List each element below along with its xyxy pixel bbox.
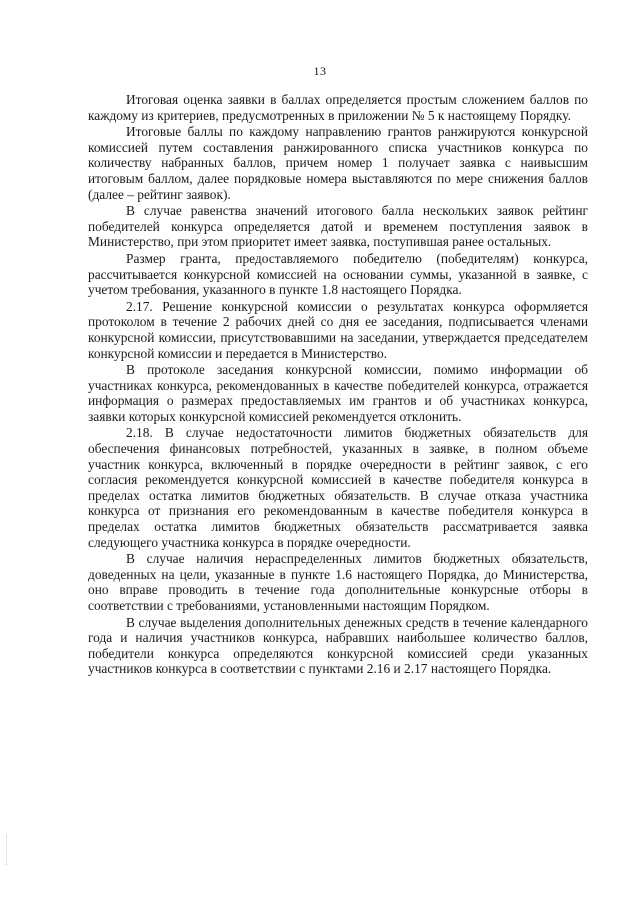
document-body <box>88 92 588 678</box>
paragraph-ranking: Итоговые баллы по каждому направлению грантов ранжируются конкурсной комиссией путем составления ранжированного списка участников конкурса по количеству набранных баллов, причем номер 1 получает заявка с наивысшим итоговым баллом, далее порядковые номера выставляются по мере снижения баллов (далее – рейтинг заявок). <box>88 124 588 202</box>
paragraph-2-17: 2.17. Решение конкурсной комиссии о результатах конкурса оформляется протоколом в течение 2 рабочих дней со дня ее заседания, подписывается членами конкурсной комиссии, присутствовавшими на заседании, утверждается председателем конкурсной комиссии и передается в Министерство. <box>88 298 588 361</box>
scan-edge-mark <box>6 835 8 865</box>
paragraph-additional-funds: В случае выделения дополнительных денежных средств в течение календарного года и наличия участников конкурса, набравших наибольшее количество баллов, победители конкурса определяются конкурсной комиссией среди указанных участников конкурса в соответствии с пунктами 2.16 и 2.17 настоящего Порядка. <box>88 614 588 677</box>
paragraph-grant-size: Размер гранта, предоставляемого победителю (победителям) конкурса, рассчитывается конкурсной комиссией на основании суммы, указанной в заявке, с учетом требования, указанного в пункте 1.8 настоящего Порядка. <box>88 250 588 298</box>
paragraph-undistributed-limits: В случае наличия нераспределенных лимитов бюджетных обязательств, доведенных на цели, указанные в пункте 1.6 настоящего Порядка, до Министерства, оно вправе проводить в течение года дополнительные конкурсные отборы в соответствии с требованиями, установленными настоящим Порядком. <box>88 551 588 613</box>
paragraph-protocol: В протоколе заседания конкурсной комиссии, помимо информации об участниках конкурса, рекомендованных в качестве победителей конкурса, отражается информация о размерах предоставляемых им грантов и об участниках конкурса, заявки которых конкурсной комиссией рекомендуется отклонить. <box>88 362 588 424</box>
paragraph-total-score: Итоговая оценка заявки в баллах определяется простым сложением баллов по каждому из критериев, предусмотренных в приложении № 5 к настоящему Порядку. <box>88 92 588 123</box>
paragraph-2-18: 2.18. В случае недостаточности лимитов бюджетных обязательств для обеспечения финансовых потребностей, указанных в заявке, в полном объеме участник конкурса, включенный в порядке очередности в рейтинг заявок, с его согласия рекомендуется конкурсной комиссией в качестве победителя конкурса в пределах остатка лимитов бюджетных обязательств. В случае отказа участника конкурса от признания его рекомендованным в качестве победителя конкурса в пределах остатка лимитов бюджетных обязательств рассматривается заявка следующего участника конкурса в порядке очередности. <box>88 425 588 550</box>
paragraph-equal-score: В случае равенства значений итогового балла нескольких заявок рейтинг победителей конкурса определяется датой и временем поступления заявок в Министерство, при этом приоритет имеет заявка, поступившая ранее остальных. <box>88 203 588 250</box>
page-number: 13 <box>313 64 327 78</box>
